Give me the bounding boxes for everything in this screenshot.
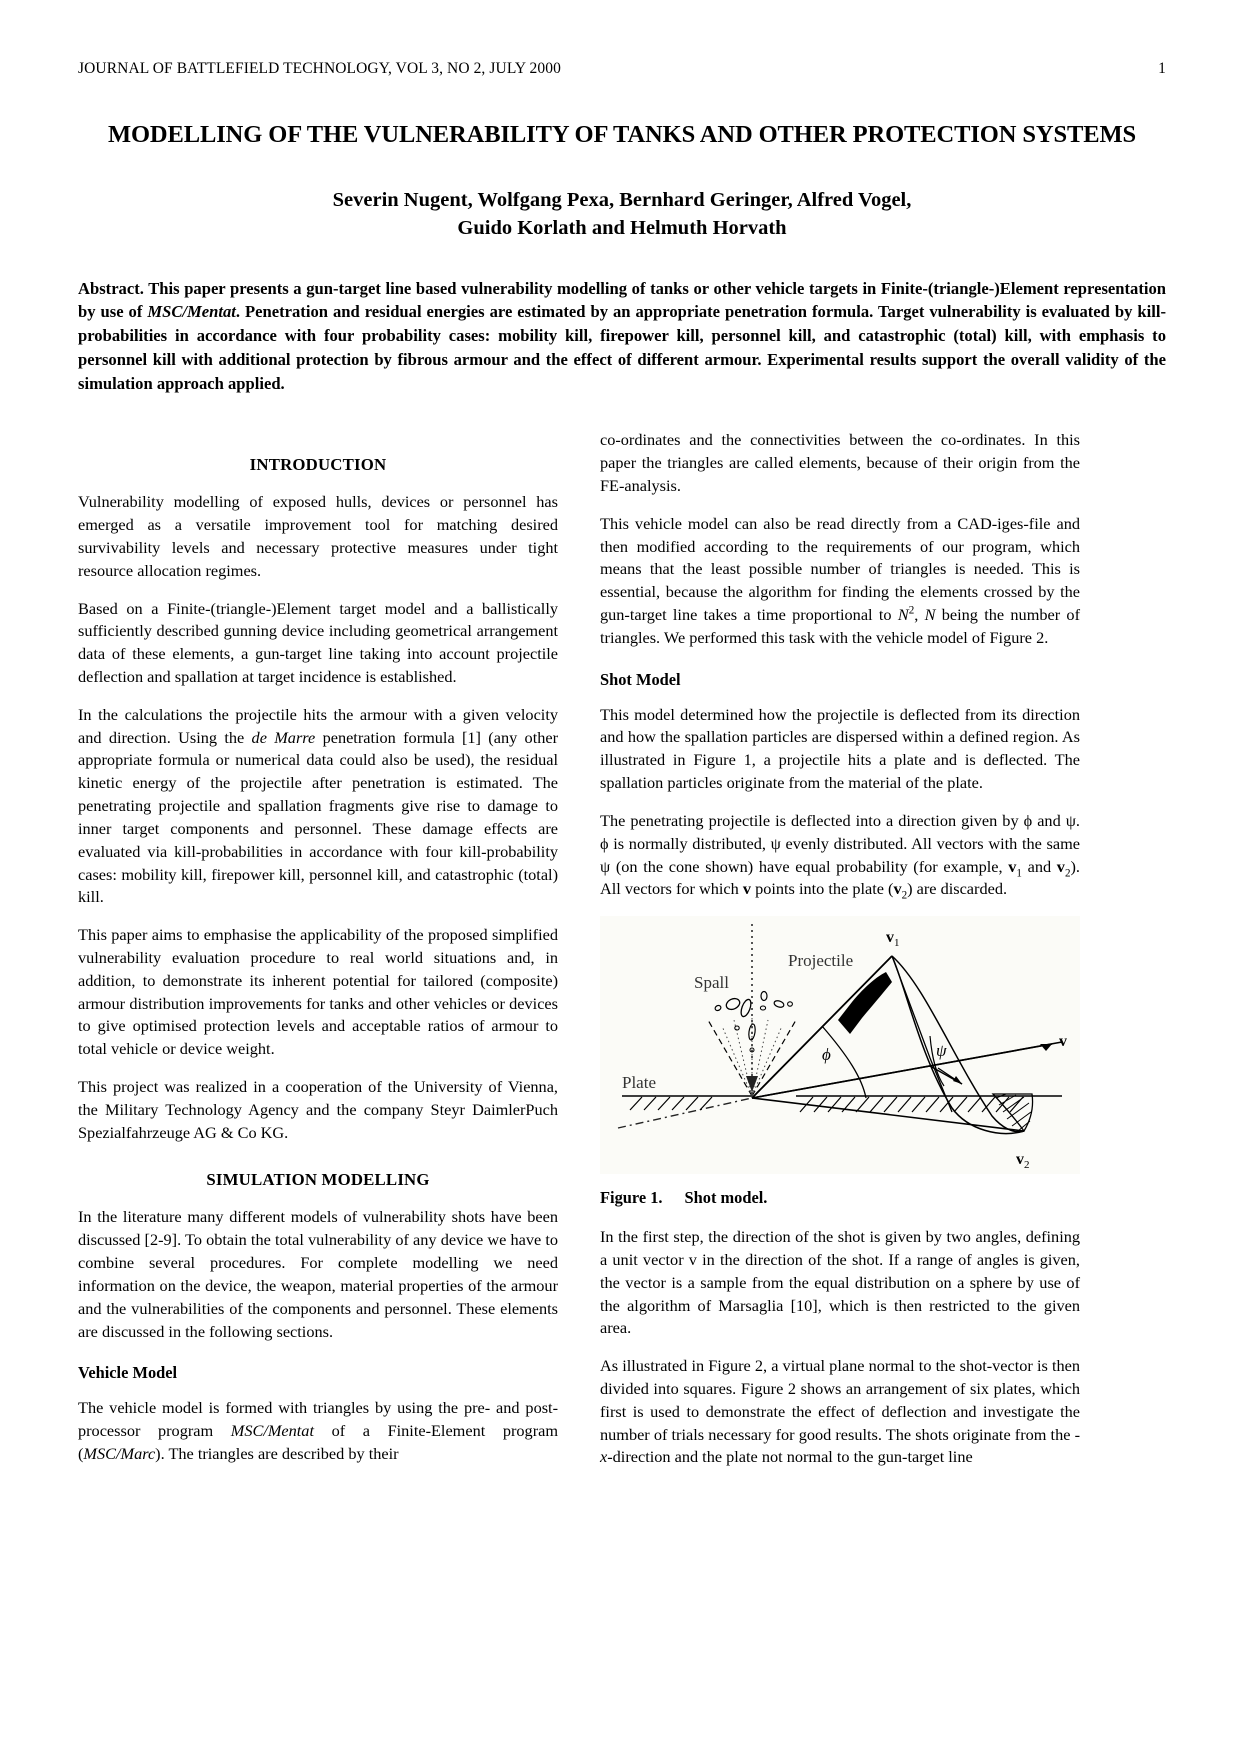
paragraph: Vulnerability modelling of exposed hulls, devices or personnel has emerged as a versatile improvement tool for matching desired survivability levels and necessary protective measures under tight resource allocation regimes. [78, 492, 558, 580]
paragraph-text: ) are discarded. [907, 879, 1008, 899]
paragraph: This project was realized in a cooperation of the University of Vienna, the Military Technology Agency and the company Steyr DaimlerPuch Spezialfahrzeuge AG & Co KG. [78, 1077, 558, 1142]
subsection-heading-shot-model: Shot Model [600, 669, 681, 689]
abstract-part-1: Abstract. This paper presents a gun-target line based vulnerability modelling of tanks or other vehicle targets in Finite-(triangle-)Element representation by use of [78, 278, 1166, 322]
running-head [78, 60, 1166, 78]
page-content [78, 60, 1166, 1484]
paragraph-text: being the number of triangles. We performed this task with the vehicle model of Figure 2. [600, 605, 1080, 647]
italic-msc-mentat: MSC/Mentat [230, 1421, 314, 1441]
author-list [78, 187, 1166, 242]
abstract-italic-mentat: MSC/Mentat [147, 302, 236, 322]
italic-msc-marc: MSC/Marc [83, 1443, 156, 1463]
italic-de-marre: de Marre [251, 727, 316, 747]
paragraph: Based on a Finite-(triangle-)Element target model and a ballistically sufficiently described gunning device including geometrical arrangement data of these elements, a gun-target line taking into account projectile deflection and spallation at target incidence is established. [78, 598, 558, 687]
shot-model-diagram [600, 916, 1080, 1174]
two-column-body [78, 429, 1166, 1484]
journal-reference: JOURNAL OF BATTLEFIELD TECHNOLOGY, VOL 3, NO 2, JULY 2000 [78, 60, 561, 77]
figure-1 [600, 916, 1080, 1208]
figure-caption-text: Shot model. [684, 1188, 768, 1208]
paragraph [600, 513, 1080, 650]
italic-n: N [897, 605, 909, 625]
paragraph-text: As illustrated in Figure 2, a virtual plane normal to the shot-vector is then divided into squares. Figure 2 shows an arrangement of six plates, which first is used to demonstrate the effect of deflection and investigate the number of trials necessary for good results. The shots originate from the [600, 1356, 1080, 1444]
page-number: 1 [1158, 60, 1166, 77]
paragraph [600, 810, 1080, 901]
figure-label-projectile: Projectile [788, 951, 854, 971]
figure-caption-number: Figure 1. [600, 1188, 663, 1208]
superscript-two: 2 [908, 604, 915, 617]
author-line-1: Severin Nugent, Wolfgang Pexa, Bernhard Geringer, Alfred Vogel, [332, 189, 912, 212]
paragraph [78, 1397, 558, 1465]
paragraph-text: ). The triangles are described by their [155, 1443, 399, 1463]
paragraph: This model determined how the projectile is deflected from its direction and how the spallation particles are dispersed within a defined region. As illustrated in Figure 1, a projectile hits a plate and is deflected. The spallation particles originate from the material of the plate. [600, 704, 1080, 793]
italic-minus-x: -x- [600, 1424, 1080, 1467]
paragraph-text: penetration formula [1] (any other appropriate formula or numerical data could also be used), the residual kinetic energy of the projectile after penetration is estimated. The penetrating projectile and spallation fragments give rise to damage to inner target components and personnel. These damage effects are evaluated via kill-probabilities in accordance with four kill-probability cases: mobility kill, firepower kill, personnel kill, and catastrophic (total) kill. [78, 727, 559, 907]
figure-label-v1: $v_1$ [886, 929, 900, 950]
paragraph-text: ). All vectors for which [600, 856, 1080, 899]
figure-1-image [600, 916, 1080, 1174]
vector-v1: v [1008, 856, 1017, 876]
abstract-part-2: . Penetration and residual energies are estimated by an appropriate penetration formula. Target vulnerability is evaluated by kill-probabilities in accordance with four probability cases: mobility kill, firepower kill, personnel kill, and catastrophic (total) kill, with emphasis to personnel kill with additional protection by fibrous armour and the effect of different armour. Experimental results support the overall validity of the simulation approach applied. [78, 302, 1166, 393]
subscript-2: 2 [1064, 866, 1071, 879]
figure-label-plate: Plate [622, 1073, 656, 1093]
figure-label-spall: Spall [694, 973, 729, 993]
section-heading-introduction: INTRODUCTION [249, 455, 387, 475]
paragraph-text: The vehicle model is formed with triangles by using the pre- and post-processor program [78, 1398, 558, 1441]
paragraph-text: The penetrating projectile is deflected into a direction given by ϕ and ψ. ϕ is normally distributed, ψ evenly distributed. All vectors with the same ψ (on the cone shown) have equal probability (for example, [600, 810, 1080, 876]
subscript-2: 2 [901, 889, 908, 902]
vector-v2: v [1056, 856, 1065, 876]
paragraph-text: This vehicle model can also be read directly from a CAD-iges-file and then modified according to the requirements of our program, which means that the least possible number of triangles is needed. This is essential, because the algorithm for finding the elements crossed by the gun-target line takes a time proportional to [600, 513, 1080, 625]
figure-label-psi: ψ [936, 1041, 947, 1061]
right-column [600, 429, 1080, 1484]
paragraph [600, 1355, 1080, 1469]
italic-n: N [924, 605, 936, 625]
paragraph-text: of a Finite-Element program ( [78, 1421, 559, 1463]
paragraph-text: points into the plate ( [751, 879, 894, 899]
abstract [78, 277, 1166, 396]
paragraph-text: , [914, 605, 925, 625]
vector-v: v [742, 879, 752, 899]
author-line-2: Guido Korlath and Helmuth Horvath [457, 217, 787, 240]
paragraph [78, 704, 558, 909]
figure-label-v2: $v_2$ [1016, 1151, 1030, 1172]
paragraph: In the literature many different models of vulnerability shots have been discussed [2-9]. To obtain the total vulnerability of any device we have to combine several procedures. For complete modelling we need information on the device, the weapon, material properties of the armour and the vulnerabilities of the components and personnel. These elements are discussed in the following sections. [78, 1207, 558, 1341]
paragraph: This paper aims to emphasise the applicability of the proposed simplified vulnerability evaluation procedure to real world situations and, in addition, to demonstrate its inherent potential for tailored (composite) armour distribution improvements for tanks and other vehicles or devices to give optimised protection levels and acceptable ratios of armour to total vehicle or device weight. [78, 925, 558, 1059]
paragraph: co-ordinates and the connectivities between the co-ordinates. In this paper the triangles are called elements, because of their origin from the FE-analysis. [600, 430, 1080, 495]
figure-label-phi: ϕ [822, 1045, 831, 1065]
vector-v2: v [893, 879, 902, 899]
paragraph-text: direction and the plate not normal to the gun-target line [612, 1447, 973, 1467]
section-heading-simulation-modelling: SIMULATION MODELLING [206, 1170, 430, 1190]
paragraph-text: and [1021, 856, 1057, 876]
subscript-1: 1 [1016, 866, 1022, 879]
page-title: MODELLING OF THE VULNERABILITY OF TANKS AND OTHER PROTECTION SYSTEMS [107, 121, 1137, 148]
left-column [78, 429, 558, 1484]
paragraph-text: In the calculations the projectile hits the armour with a given velocity and direction. Using the [78, 704, 558, 747]
figure-label-v: v [1059, 1033, 1067, 1051]
paragraph: In the first step, the direction of the shot is given by two angles, defining a unit vector v in the direction of the shot. If a range of angles is given, the vector is a sample from the equal distribution on a sphere by use of the algorithm of Marsaglia [10], which is then restricted to the given area. [600, 1227, 1080, 1338]
figure-1-caption [600, 1188, 1080, 1208]
subsection-heading-vehicle-model: Vehicle Model [78, 1363, 178, 1383]
